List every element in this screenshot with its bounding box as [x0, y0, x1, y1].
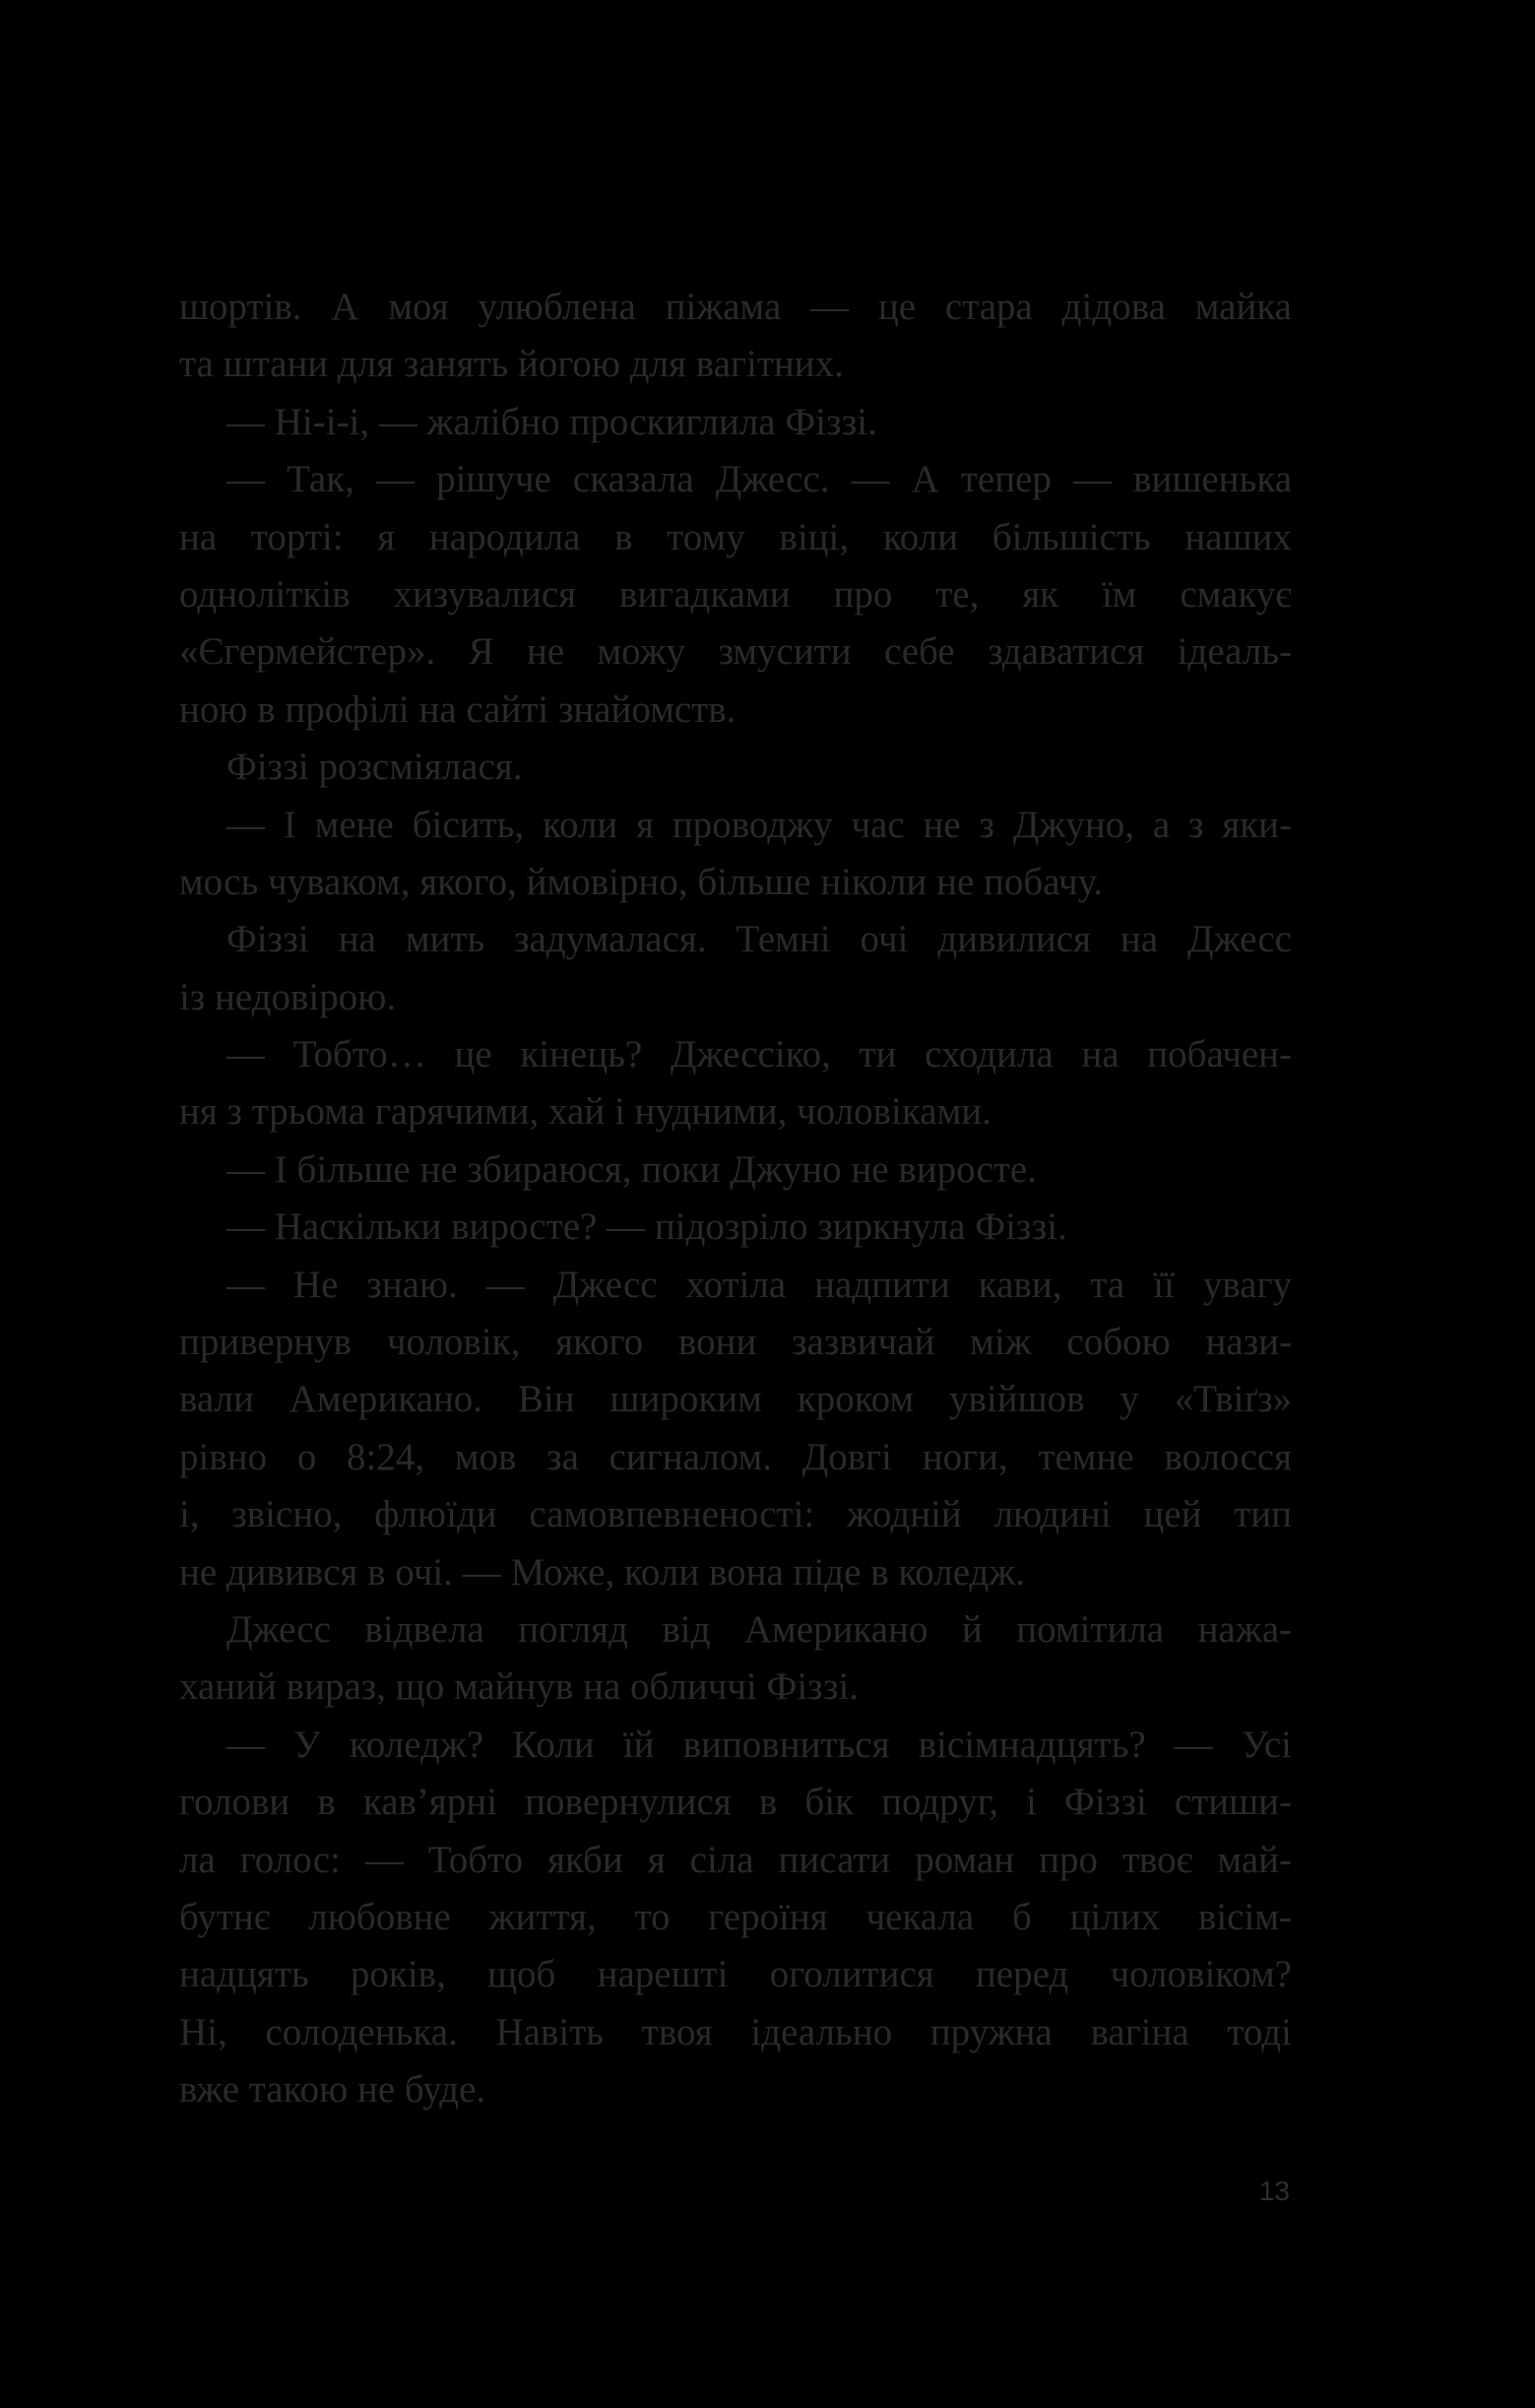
- text-line: бутнє любовне життя, то героїня чекала б цілих вісім-: [179, 1895, 1292, 1938]
- text-line: однолітків хизувалися вигадками про те, як їм смакує: [179, 572, 1292, 616]
- text-line: «Єгермейстер». Я не можу змусити себе здаватися ідеаль-: [179, 630, 1292, 674]
- text-line: і, звісно, флюїди самовпевненості: жодній людині цей тип: [179, 1493, 1292, 1536]
- text-line: ною в профілі на сайті знайомств.: [179, 687, 736, 731]
- text-line: ня з трьома гарячими, хай і нудними, чоловіками.: [179, 1090, 991, 1134]
- text-line: голови в кав’ярні повернулися в бік подруг, і Фіззі стиши-: [179, 1781, 1292, 1824]
- text-line: — Не знаю. — Джесс хотіла надпити кави, та її увагу: [226, 1263, 1292, 1306]
- text-line: ханий вираз, що майнув на обличчі Фіззі.: [179, 1665, 860, 1709]
- text-line: вже такою не буде.: [179, 2068, 486, 2112]
- text-line: на торті: я народила в тому віці, коли більшість наших: [179, 515, 1292, 558]
- text-line: Фіззі на мить задумалася. Темні очі дивилися на Джесс: [226, 918, 1292, 961]
- text-line: шортів. А моя улюблена піжама — це стара дідова майка: [179, 286, 1292, 328]
- text-line: із недовірою.: [179, 975, 397, 1018]
- page-number: 13: [1258, 2176, 1290, 2206]
- text-line: — Так, — рішуче сказала Джесс. — А тепер — вишенька: [226, 458, 1292, 501]
- text-line: надцять років, щоб нарешті оголитися перед чоловіком?: [179, 1953, 1292, 1996]
- text-line: привернув чоловік, якого вони зазвичай між собою нази-: [179, 1321, 1292, 1364]
- text-line: — Ні-і-і, — жалібно проскиглила Фіззі.: [226, 400, 877, 443]
- text-line: — І мене бісить, коли я проводжу час не з Джуно, а з яки-: [226, 803, 1292, 846]
- text-line: Джесс відвела погляд від Американо й помітила нажа-: [226, 1607, 1292, 1651]
- text-line: вали Американо. Він широким кроком увійшов у «Твіґз»: [179, 1378, 1292, 1421]
- text-line: та штани для занять йогою для вагітних.: [179, 343, 844, 386]
- text-line: — І більше не збираюся, поки Джуно не виросте.: [226, 1147, 1037, 1191]
- text-line: не дивився в очі. — Може, коли вона піде в коледж.: [179, 1550, 1026, 1594]
- text-line: мось чуваком, якого, ймовірно, більше ніколи не побачу.: [179, 860, 1103, 903]
- text-line: Фіззі розсміялася.: [226, 746, 523, 789]
- text-line: — Наскільки виросте? — підозріло зиркнула Фіззі.: [226, 1205, 1067, 1249]
- text-line: ла голос: — Тобто якби я сіла писати роман про твоє май-: [179, 1838, 1292, 1881]
- text-line: рівно о 8:24, мов за сигналом. Довгі ноги, темне волосся: [179, 1435, 1292, 1478]
- text-line: — У коледж? Коли їй виповниться вісімнадцять? — Усі: [226, 1723, 1292, 1766]
- text-line: Ні, солоденька. Навіть твоя ідеально пружна вагіна тоді: [179, 2010, 1292, 2053]
- body-text: [179, 279, 1292, 2119]
- text-line: — Тобто… це кінець? Джессіко, ти сходила на побачен-: [226, 1033, 1292, 1076]
